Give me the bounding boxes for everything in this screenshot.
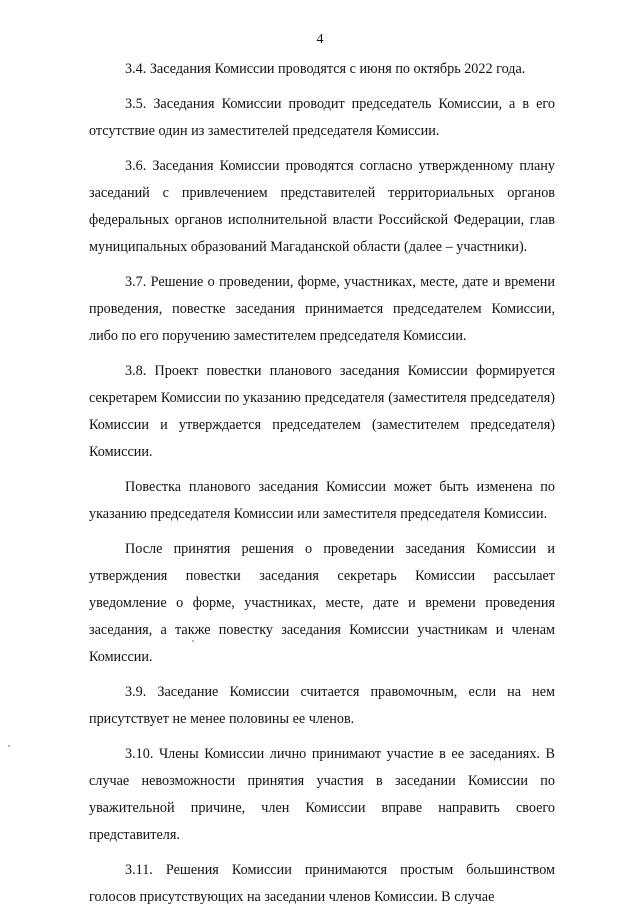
paragraph-notification: После принятия решения о проведении заседания Комиссии и утверждения повестки заседания секретарь Комиссии рассылает уведомление о форме, участниках, месте, дате и времени проведения заседания, а также повестку заседания Комиссии участникам и членам Комиссии. <box>89 541 555 665</box>
paragraph-agenda-change: Повестка планового заседания Комиссии может быть изменена по указанию председателя Комиссии или заместителя председателя Комиссии. <box>89 479 555 522</box>
paragraph-3-7: 3.7. Решение о проведении, форме, участниках, месте, дате и времени проведения, повестке заседания принимается председателем Комиссии, либо по его поручению заместителем председателя Комиссии. <box>89 274 555 344</box>
paragraph-3-5: 3.5. Заседания Комиссии проводит председатель Комиссии, а в его отсутствие один из заместителей председателя Комиссии. <box>89 96 555 139</box>
scan-speck <box>8 745 10 747</box>
scan-speck <box>192 640 194 642</box>
paragraph-3-10: 3.10. Члены Комиссии лично принимают участие в ее заседаниях. В случае невозможности принятия участия в заседании Комиссии по уважительной причине, член Комиссии вправе направить своего представителя. <box>89 746 555 843</box>
page-number: 4 <box>316 32 324 47</box>
paragraph-3-9: 3.9. Заседание Комиссии считается правомочным, если на нем присутствует не менее половины ее членов. <box>89 684 555 727</box>
paragraph-3-6: 3.6. Заседания Комиссии проводятся согласно утвержденному плану заседаний с привлечением представителей территориальных органов федеральных органов исполнительной власти Российской Федерации, глав муниципальных образований Магаданской области (далее – участники). <box>89 158 555 255</box>
paragraph-3-4: 3.4. Заседания Комиссии проводятся с июня по октябрь 2022 года. <box>125 61 526 77</box>
document-body <box>89 56 555 919</box>
paragraph-3-8: 3.8. Проект повестки планового заседания Комиссии формируется секретарем Комиссии по указанию председателя (заместителя председателя) Комиссии и утверждается председателем (заместителем председателя) Комиссии. <box>89 363 555 460</box>
paragraph-3-11: 3.11. Решения Комиссии принимаются простым большинством голосов присутствующих на заседании членов Комиссии. В случае <box>89 862 555 905</box>
